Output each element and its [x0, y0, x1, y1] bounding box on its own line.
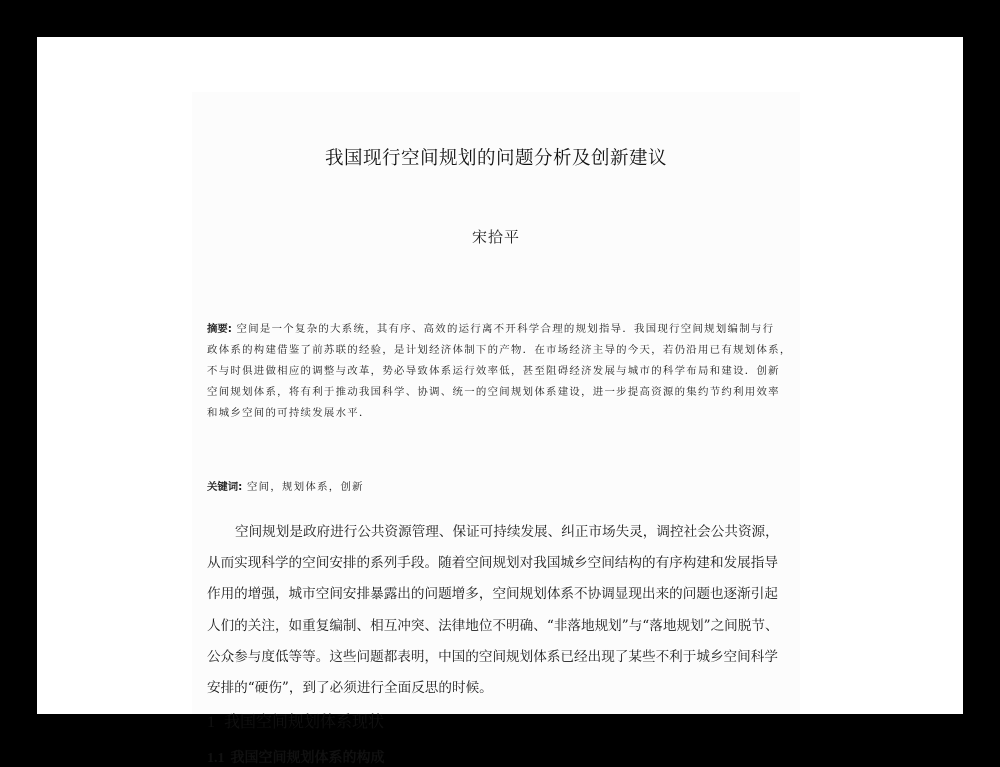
subsection-number: 1.1	[207, 751, 225, 766]
keywords	[207, 477, 364, 498]
paper-title: 我国现行空间规划的问题分析及创新建议	[324, 148, 667, 169]
body-line: 空间规划是政府进行公共资源管理、保证可持续发展、纠正市场失灵，调控社会公共资源，	[235, 524, 779, 540]
page-content	[192, 92, 800, 766]
body-line: 从而实现科学的空间安排的系列手段。随着空间规划对我国城乡空间结构的有序构建和发展指导	[207, 555, 778, 572]
abstract-line	[207, 319, 787, 340]
section-heading-1	[207, 709, 384, 732]
keywords-label: 关键词:	[207, 481, 243, 493]
body-line: 公众参与度低等等。这些问题都表明，中国的空间规划体系已经出现了某些不利于城乡空间科学	[207, 648, 778, 665]
abstract	[207, 319, 792, 424]
body-line: 安排的“硬伤”，到了必须进行全面反思的时候。	[207, 680, 493, 697]
paper-author: 宋拾平	[471, 228, 520, 246]
abstract-line: 和城乡空间的可持续发展水平．	[207, 407, 371, 419]
subsection-title: 我国空间规划体系的构成	[230, 750, 385, 766]
body-line: 人们的关注，如重复编制、相互冲突、法律地位不明确、“非落地规划”与“落地规划”之间脱节、	[207, 617, 779, 634]
body-paragraph	[207, 517, 797, 704]
section-heading-1-1	[207, 747, 385, 767]
document-page	[37, 37, 963, 766]
body-line: 作用的增强，城市空间安排暴露出的问题增多，空间规划体系不协调显现出来的问题也逐渐引起	[207, 586, 778, 603]
abstract-line: 不与时俱进做相应的调整与改革，势必导致体系运行效率低，甚至阻碍经济发展与城市的科学布局和建设．创新	[207, 365, 780, 377]
section-title: 我国空间规划体系现状	[224, 712, 385, 731]
keywords-value: 空间，规划体系，创新	[246, 481, 364, 493]
section-number: 1	[207, 714, 215, 731]
abstract-label: 摘要:	[207, 323, 232, 335]
abstract-line: 政体系的构建借鉴了前苏联的经验，是计划经济体制下的产物．在市场经济主导的今天，若仍沿用已有规划体系，	[207, 344, 792, 356]
abstract-text: 空间是一个复杂的大系统，其有序、高效的运行离不开科学合理的规划指导．我国现行空间规划编制与行	[236, 323, 775, 335]
abstract-line: 空间规划体系，将有利于推动我国科学、协调、统一的空间规划体系建设，进一步提高资源的集约节约利用效率	[207, 386, 780, 398]
